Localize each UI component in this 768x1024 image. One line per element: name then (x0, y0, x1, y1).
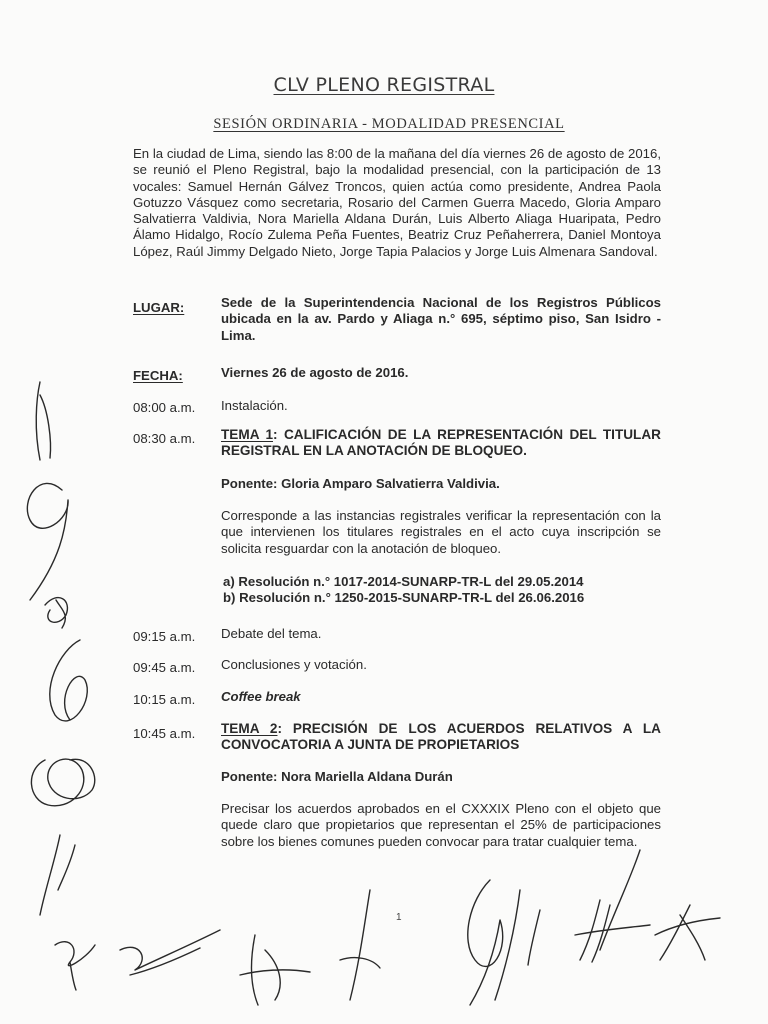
page-number: 1 (396, 912, 402, 923)
agenda-item-coffee-break: Coffee break (221, 689, 301, 704)
fecha-text: Viernes 26 de agosto de 2016. (221, 365, 409, 380)
signature-left-1 (36, 382, 50, 460)
signature-left-5 (31, 759, 94, 806)
tema-1-title: : CALIFICACIÓN DE LA REPRESENTACIÓN DEL TITULAR REGISTRAL EN LA ANOTACIÓN DE BLOQUEO. (221, 427, 661, 459)
tema-1-heading (221, 427, 661, 460)
signature-left-2 (27, 483, 68, 600)
tema-2-description: Precisar los acuerdos aprobados en el CXXXIX Pleno con el objeto que quede claro que propietarios que representan el 25% de participaciones sobre los bienes comunes pueden convocar para tratar cualquier tema. (221, 801, 661, 849)
fecha-label: FECHA: (133, 368, 183, 383)
signature-bottom-2 (120, 930, 220, 975)
lugar-label: LUGAR: (133, 300, 185, 315)
signature-bottom-8 (655, 905, 720, 960)
agenda-item-debate: Debate del tema. (221, 626, 322, 641)
agenda-item-conclusions: Conclusiones y votación. (221, 657, 367, 672)
lugar-text: Sede de la Superintendencia Nacional de los Registros Públicos ubicada en la av. Pardo y Aliaga n.° 695, séptimo piso, San Isidro - Lima. (221, 295, 661, 343)
tema-1-resolucion-b: b) Resolución n.° 1250-2015-SUNARP-TR-L del 26.06.2016 (223, 590, 585, 605)
signature-left-4 (50, 640, 88, 721)
signature-left-6 (40, 835, 75, 915)
agenda-time-1015: 10:15 a.m. (133, 692, 196, 707)
signature-bottom-1 (55, 942, 95, 990)
tema-2-title: : PRECISIÓN DE LOS ACUERDOS RELATIVOS A LA CONVOCATORIA A JUNTA DE PROPIETARIOS (221, 721, 661, 753)
signature-bottom-5 (468, 880, 520, 1005)
signature-bottom-3 (240, 935, 310, 1005)
document-subtitle: SESIÓN ORDINARIA - MODALIDAD PRESENCIAL (213, 116, 565, 132)
agenda-time-0945: 09:45 a.m. (133, 660, 196, 675)
signature-bottom-4 (340, 890, 380, 1000)
signature-bottom-7 (575, 850, 650, 962)
signature-left-3 (45, 598, 67, 628)
agenda-item-installation: Instalación. (221, 398, 288, 413)
intro-paragraph: En la ciudad de Lima, siendo las 8:00 de la mañana del día viernes 26 de agosto de 2016, se reunió el Pleno Registral, bajo la modalidad presencial, con la participación de 13 vocales: Samuel Hernán Gálvez Troncos, quien actúa como presidente, Andrea Paola Gotuzzo Vásquez como secretaria, Rosario del Carmen Guerra Macedo, Gloria Amparo Salvatierra Valdivia, Nora Mariella Aldana Durán, Luis Alberto Aliaga Huaripata, Pedro Álamo Hidalgo, Rocío Zulema Peña Fuentes, Beatriz Cruz Peñaherrera, Daniel Montoya López, Raúl Jimmy Delgado Nieto, Jorge Tapia Palacios y Jorge Luis Almenara Sandoval. (133, 146, 661, 259)
agenda-time-1045: 10:45 a.m. (133, 726, 196, 741)
tema-1-resolucion-a: a) Resolución n.° 1017-2014-SUNARP-TR-L del 29.05.2014 (223, 574, 584, 589)
tema-1-ponente: Ponente: Gloria Amparo Salvatierra Valdivia. (221, 476, 500, 491)
document-title: CLV PLENO REGISTRAL (273, 74, 495, 96)
signature-bottom-6 (528, 910, 540, 965)
tema-2-heading (221, 721, 661, 754)
tema-1-description: Corresponde a las instancias registrales verificar la representación con la que intervienen los titulares registrales en el acto cuya inscripción se solicita resguardar con la anotación de bloqueo. (221, 508, 661, 556)
tema-2-ponente: Ponente: Nora Mariella Aldana Durán (221, 769, 453, 784)
agenda-time-0915: 09:15 a.m. (133, 629, 196, 644)
agenda-time-0830: 08:30 a.m. (133, 431, 196, 446)
tema-2-label: TEMA 2 (221, 721, 278, 736)
agenda-time-0800: 08:00 a.m. (133, 400, 196, 415)
tema-1-label: TEMA 1 (221, 427, 273, 442)
